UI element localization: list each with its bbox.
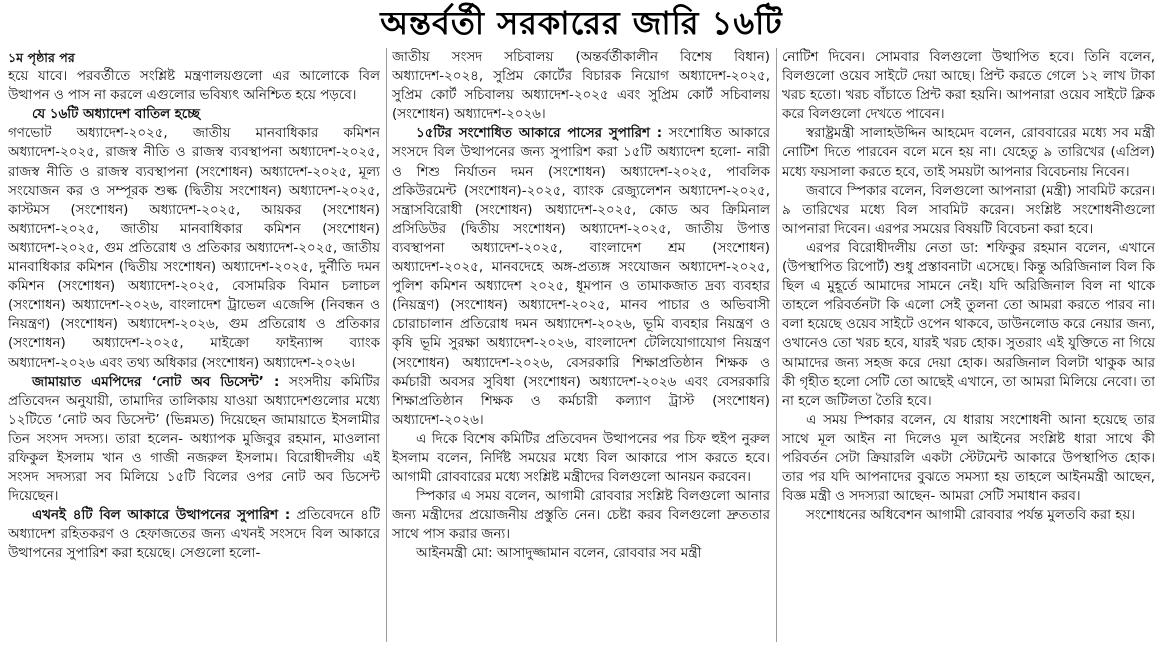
four-bills-continuation: জাতীয় সংসদ সচিবালয় (অন্তর্বর্তীকালীন বিশেষ বিধান) অধ্যাদেশ-২০২৪, সুপ্রিম কোর্টের বিচারক নিয়োগ অধ্যাদেশ-২০২৫, সুপ্রিম কোর্ট সচিবালয় অধ্যাদেশ-২০২৫ এবং সুপ্রিম কোর্ট সচিবালয় (সংশোধন) অধ্যাদেশ-২০২৬। — [392, 50, 770, 123]
headline: অন্তর্বর্তী সরকারের জারি ১৬টি — [380, 4, 783, 42]
four-bills-body: প্রতিবেদনে ৪টি অধ্যাদেশ রহিতকরণ ও হেফাজতের জন্য এখনই সংসদে বিল আকারে উত্থাপনের সুপারিশ করা হয়েছে। সেগুলো হলো- — [8, 508, 380, 562]
four-bills-lead: এখনই ৪টি বিল আকারে উত্থাপনের সুপারিশ : — [32, 508, 291, 524]
law-minister-paragraph: আইনমন্ত্রী মো: আসাদুজ্জামান বলেন, রোববার সব মন্ত্রী — [416, 546, 702, 562]
column-divider-right — [776, 48, 777, 642]
four-bills-paragraph — [8, 506, 380, 563]
column-divider-left — [386, 48, 387, 642]
repealed-ordinance-list: গণভোট অধ্যাদেশ-২০২৫, জাতীয় মানবাধিকার কমিশন অধ্যাদেশ-২০২৫, রাজস্ব নীতি ও রাজস্ব ব্যবস্থাপনা অধ্যাদেশ-২০২৫, রাজস্ব নীতি ও রাজস্ব ব্যবস্থাপনা (সংশোধন) অধ্যাদেশ-২০২৫, মূল্য সংযোজন কর ও সম্পূরক শুল্ক (দ্বিতীয় সংশোধন) অধ্যাদেশ-২০২৫, কাস্টমস (সংশোধন) অধ্যাদেশ-২০২৫, আয়কর (সংশোধন) অধ্যাদেশ-২০২৫, জাতীয় মানবাধিকার কমিশন (সংশোধন) অধ্যাদেশ-২০২৫, গুম প্রতিরোধ ও প্রতিকার অধ্যাদেশ-২০২৫, জাতীয় মানবাধিকার কমিশন (দ্বিতীয় সংশোধন) অধ্যাদেশ-২০২৫, দুর্নীতি দমন কমিশন (সংশোধন) অধ্যাদেশ-২০২৫, বেসামরিক বিমান চলাচল (সংশোধন) অধ্যাদেশ-২০২৬, বাংলাদেশ ট্রাভেল এজেন্সি (নিবন্ধন ও নিয়ন্ত্রণ) (সংশোধন) অধ্যাদেশ-২০২৬, গুম প্রতিরোধ ও প্রতিকার (সংশোধন) অধ্যাদেশ-২০২৫, মাইক্রো ফাইন্যান্স ব্যাংক অধ্যাদেশ-২০২৬ এবং তথ্য অধিকার (সংশোধন) অধ্যাদেশ-২০২৬। — [8, 126, 380, 371]
speaker-paragraph: স্পিকার এ সময় বলেন, আগামী রোববার সংশ্লিষ্ট বিলগুলো আনার জন্য মন্ত্রীদের প্রয়োজনীয় প্রস্তুতি নেন। চেষ্টা করব বিলগুলো দ্রুততার সাথে পাস করার জন্য। — [392, 489, 770, 543]
opposition-leader-paragraph: এরপর বিরোধীদলীয় নেতা ডা: শফিকুর রহমান বলেন, এখানে (উপস্থাপিত রিপোর্ট) শুধু প্রস্তাবনাটা এসেছে। কিন্তু অরিজিনাল বিল কি ছিল এ মুহূর্তে আমাদের সামনে নেই। যদি অরিজিনাল বিল না থাকে তাহলে পরিবর্তনটা কি এলো সেই তুলনা তো আমরা করতে পারব না। বলা হয়েছে ওয়েব সাইটে ওপেন থাকবে, ডাউনলোড করে নেয়ার জন্য, ওখানেও তো খরচ হবে, যারই খরচ হোক। সুতরাং এই যুক্তিতে না গিয়ে আমাদের জন্য সহজ করে দেয়া হোক। অরজিনাল বিলটা থাকুক আর কী গৃহীত হলো সেটি তো আছেই এখানে, তা আমরা মিলিয়ে নেবো। তা না হলে জটিলতা তৈরি হবে। — [782, 240, 1155, 409]
dissent-body: সংসদীয় কমিটির প্রতিবেদন অনুযায়ী, তামাদির তালিকায় যাওয়া অধ্যাদেশগুলোর মধ্যে ১২টিতে ‘নোট অব ডিসেন্ট’ (ভিন্নমত) দিয়েছেন জামায়াতে ইসলামীর তিন সংসদ সদস্য। তারা হলেন- অধ্যাপক মুজিবুর রহমান, মাওলানা রফিকুল ইসলাম খান ও গাজী নজরুল ইসলাম। বিরোধীদলীয় এই সংসদ সদস্যরা সব মিলিয়ে ১৫টি বিলের ওপর নোট অব ডিসেন্ট দিয়েছেন। — [8, 374, 380, 505]
continuation-label: ১ম পৃষ্ঠার পর — [8, 50, 75, 65]
chief-whip-paragraph: এ দিকে বিশেষ কমিটির প্রতিবেদন উত্থাপনের পর চিফ হুইপ নুরুল ইসলাম বলেন, নির্দিষ্ট সময়ের মধ্যে বিল আকারে পাস করতে হবে। আগামী রোববারের মধ্যে সংশ্লিষ্ট মন্ত্রীদের বিলগুলো আনয়ন করবেন। — [392, 431, 770, 486]
dissent-paragraph — [8, 373, 380, 507]
dissent-lead: জামায়াত এমপিদের ‘নোট অব ডিসেন্ট’ : — [32, 374, 280, 390]
intro-paragraph: হয়ে যাবে। পরবর্তীতে সংশ্লিষ্ট মন্ত্রণালয়গুলো এর আলোকে বিল উত্থাপন ও পাস না করলে এগুলোর ভবিষ্যৎ অনিশ্চিত হয়ে পড়বে। — [8, 69, 380, 104]
home-minister-paragraph: স্বরাষ্ট্রমন্ত্রী সালাহউদ্দিন আহমেদ বলেন, রোববারের মধ্যে সব মন্ত্রী নোটিশ দিতে পারবেন বলে মনে হয় না। যেহেতু ৯ তারিখের (এপ্রিল) মধ্যে ফয়সালা করতে হবে, তাই সময়টা আপনার বিবেচনায় নিবেন। — [782, 126, 1155, 180]
fifteen-amended-lead: ১৫টির সংশোধিত আকারে পাসের সুপারিশ : — [416, 126, 663, 142]
fifteen-amended-body: সংশোধিত আকারে সংসদে বিল উত্থাপনের জন্য সুপারিশ করা ১৫টি অধ্যাদেশ হলো- নারী ও শিশু নির্যাতন দমন (সংশোধন) অধ্যাদেশ-২০২৫, পাবলিক প্রকিউরমেন্ট (সংশোধন)-২০২৫, ব্যাংক রেজ্যুলেশন অধ্যাদেশ-২০২৫, সন্ত্রাসবিরোধী (সংশোধন) অধ্যাদেশ-২০২৫, কোড অব ক্রিমিনাল প্রসিডিউর (দ্বিতীয় সংশোধন) অধ্যাদেশ-২০২৫, জাতীয় উপাত্ত ব্যবস্থাপনা অধ্যাদেশ-২০২৫, বাংলাদেশ শ্রম (সংশোধন) অধ্যাদেশ-২০২৫, মানবদেহে অঙ্গ-প্রত্যঙ্গ সংযোজন অধ্যাদেশ-২০২৫, পুলিশ কমিশন অধ্যাদেশ ২০২৫, ধূমপান ও তামাকজাত দ্রব্য ব্যবহার (নিয়ন্ত্রণ) (সংশোধন) অধ্যাদেশ-২০২৫, মানব পাচার ও অভিবাসী চোরাচালান প্রতিরোধ দমন অধ্যাদেশ-২০২৬, ভূমি ব্যবহার নিয়ন্ত্রণ ও কৃষি ভূমি সুরক্ষা অধ্যাদেশ-২০২৬, বাংলাদেশ টেলিযোগাযোগ নিয়ন্ত্রণ (সংশোধন) অধ্যাদেশ-২০২৬, বেসরকারি শিক্ষাপ্রতিষ্ঠান শিক্ষক ও কর্মচারী অবসর সুবিধা (সংশোধন) অধ্যাদেশ-২০২৬ এবং বেসরকারি শিক্ষাপ্রতিষ্ঠান শিক্ষক ও কর্মচারী কল্যাণ ট্রাস্ট (সংশোধন) অধ্যাদেশ-২০২৬। — [392, 126, 770, 428]
column-1 — [8, 48, 380, 644]
fifteen-amended-paragraph — [392, 124, 770, 430]
subheading-repealed: যে ১৬টি অধ্যাদেশ বাতিল হচ্ছে — [32, 107, 200, 123]
adjournment-paragraph: সংশোধনের অধিবেশন আগামী রোববার পর্যন্ত মুলতবি করা হয়। — [806, 508, 1136, 524]
column-2 — [392, 48, 770, 644]
law-minister-continuation: নোটিশ দিবেন। সোমবার বিলগুলো উত্থাপিত হবে। তিনি বলেন, বিলগুলো ওয়েব সাইটে দেয়া আছে। প্রিন্ট করতে গেলে ১২ লাখ টাকা খরচ হতো। খরচ বাঁচাতে প্রিন্ট করা হয়নি। আপনারা ওয়েব সাইটে ক্লিক করে বিলগুলো দেখতে পাবেন। — [782, 50, 1155, 123]
column-3 — [782, 48, 1155, 644]
speaker-reply-paragraph: জবাবে স্পিকার বলেন, বিলগুলো আপনারা (মন্ত্রী) সাবমিট করেন। ৯ তারিখের মধ্যে বিল সাবমিট করেন। সংশ্লিষ্ট সংশোধনীগুলো আপনারা দিবেন। এরপর সময়ের বিষয়টি বিবেচনা করা হবে। — [782, 183, 1155, 237]
speaker-ruling-paragraph: এ সময় স্পিকার বলেন, যে ধারায় সংশোধনী আনা হয়েছে তার সাথে মূল আইন না দিলেও মূল আইনের সংশ্লিষ্ট ধারা সাথে কী পরিবর্তন সেটা ক্রিয়ারলি একটা স্টেটমেন্ট আকারে উপস্থাপিত হোক। তার পর যদি আপনাদের বুঝতে সমস্যা হয় তাহলে আইনমন্ত্রী আছেন, বিজ্ঞ মন্ত্রী ও সদস্যরা আছেন- আমরা সেটি সমাধান করব। — [782, 412, 1155, 505]
